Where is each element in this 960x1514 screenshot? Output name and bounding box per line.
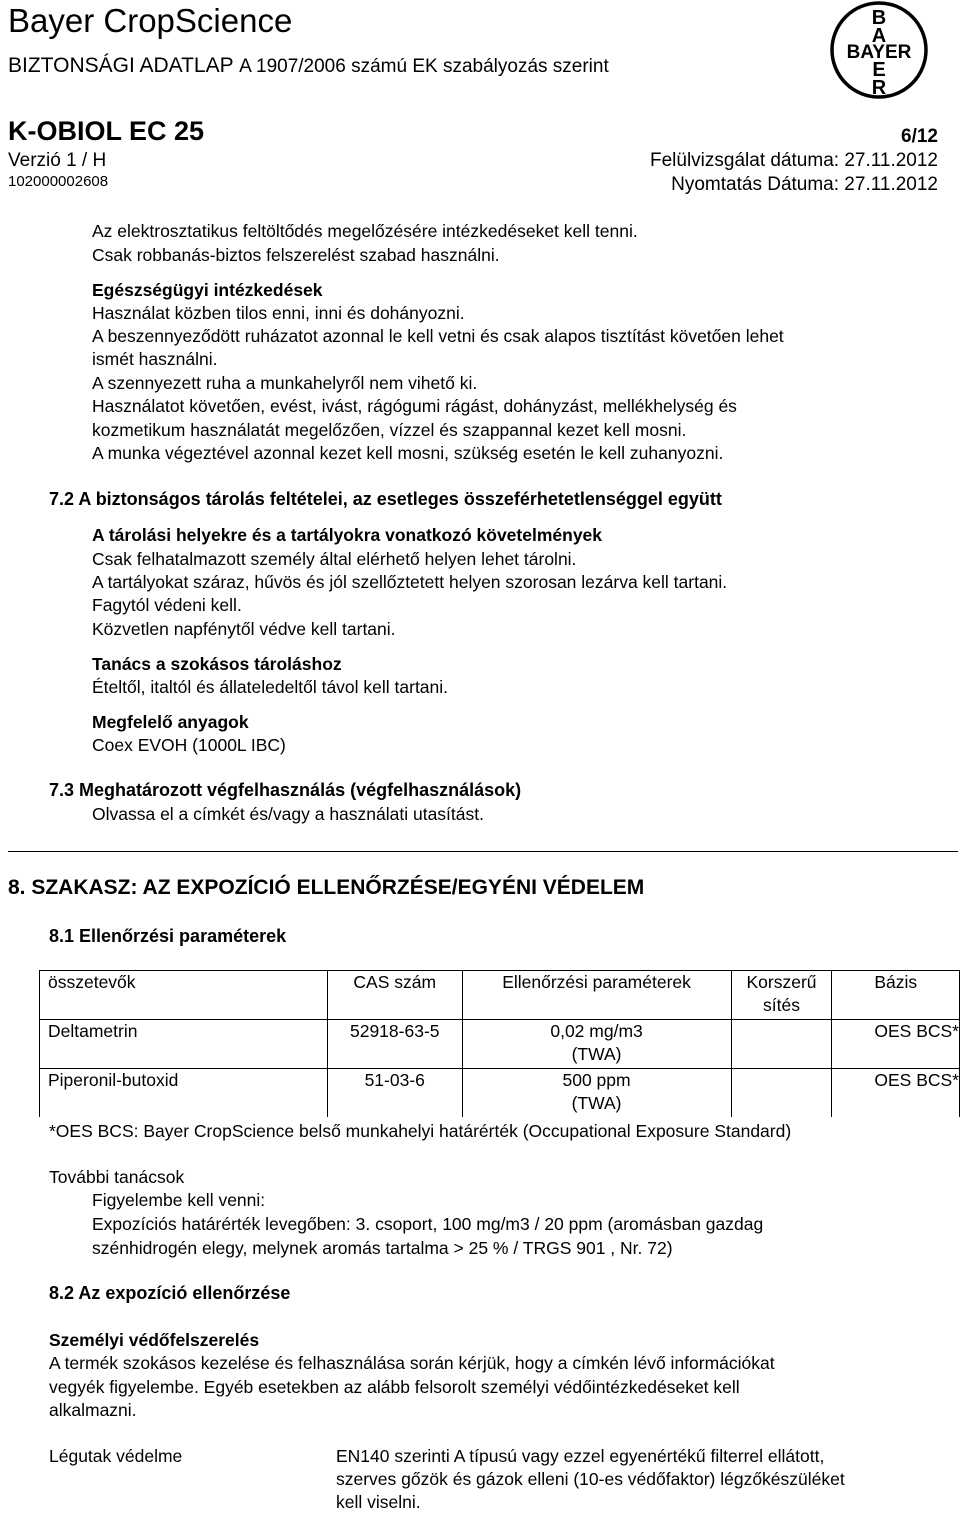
text-line: kozmetikum használatát megelőzően, vízzel és szappannal kezet kell mosni.	[92, 420, 687, 440]
header-cell: Ellenőrzési paraméterek	[462, 971, 731, 1020]
header-cell: összetevők	[40, 971, 328, 1020]
text-line: Az elektrosztatikus feltöltődés megelőzésére intézkedéseket kell tenni.	[92, 221, 638, 241]
table-header-row	[40, 971, 960, 1020]
table-row	[40, 1069, 960, 1118]
respiratory-label: Légutak védelme	[49, 1446, 183, 1466]
sds-title-line	[8, 54, 609, 78]
section-8-2-title: 8.2 Az expozíció ellenőrzése	[49, 1283, 291, 1303]
header-cell	[731, 971, 832, 1020]
version: Verzió 1 / H	[8, 150, 107, 171]
cell-param	[462, 1020, 731, 1069]
control-parameters-table	[39, 970, 960, 1117]
svg-text:E: E	[872, 59, 886, 81]
cell-basis: OES BCS*	[832, 1069, 960, 1118]
section-8-title: 8. SZAKASZ: AZ EXPOZÍCIÓ ELLENŐRZÉSE/EGYÉNI VÉDELEM	[8, 876, 645, 899]
text-line: EN140 szerinti A típusú vagy ezzel egyenértékű filterrel ellátott,	[336, 1446, 825, 1466]
param-type: (TWA)	[571, 1044, 622, 1064]
param-type: (TWA)	[571, 1093, 622, 1113]
text-line: Csak robbanás-biztos felszerelést szabad használni.	[92, 245, 500, 265]
logo-row-bayer: BAYER	[846, 42, 912, 63]
subheading-storage: A tárolási helyekre és a tartályokra vonatkozó követelmények	[92, 525, 603, 545]
section-divider	[8, 851, 958, 852]
text-line: alkalmazni.	[49, 1400, 137, 1420]
cell-update	[731, 1020, 832, 1069]
regulation: A 1907/2006 számú EK szabályozás szerint	[239, 56, 609, 77]
header-cell-line: sítés	[763, 995, 800, 1015]
text-line: A szennyezett ruha a munkahelyről nem vihető ki.	[92, 373, 478, 393]
text-line: Közvetlen napfénytől védve kell tartani.	[92, 619, 396, 639]
header-cell: Bázis	[832, 971, 960, 1020]
text-line: szerves gőzök és gázok elleni (10-es védőfaktor) légzőkészüléket	[336, 1469, 845, 1489]
text-line: Használatot követően, evést, ivást, rágógumi rágást, dohányzást, mellékhelység és	[92, 396, 737, 416]
company-name: Bayer CropScience	[8, 2, 293, 39]
text-line: Expozíciós határérték levegőben: 3. csoport, 100 mg/m3 / 20 ppm (aromásban gazdag	[92, 1214, 764, 1234]
section-8-1-title: 8.1 Ellenőrzési paraméterek	[49, 926, 287, 946]
revision-date: Felülvizsgálat dátuma: 27.11.2012	[650, 150, 938, 171]
cell-component: Deltametrin	[40, 1020, 328, 1069]
text-line: Figyelembe kell venni:	[92, 1190, 266, 1210]
svg-text:R: R	[871, 77, 887, 99]
product-name: K-OBIOL EC 25	[8, 116, 205, 146]
cell-cas: 52918-63-5	[327, 1020, 462, 1069]
text-line: Fagytól védeni kell.	[92, 595, 242, 615]
text-line: ismét használni.	[92, 349, 218, 369]
table-footnote: *OES BCS: Bayer CropScience belső munkahelyi határérték (Occupational Exposure Standard)	[49, 1121, 792, 1141]
text-line: A beszennyeződött ruházatot azonnal le kell vetni és csak alapos tisztítást követően lehet	[92, 326, 784, 346]
text-line: Használat közben tilos enni, inni és dohányozni.	[92, 303, 465, 323]
subheading-ppe: Személyi védőfelszerelés	[49, 1330, 260, 1350]
header-cell: CAS szám	[327, 971, 462, 1020]
cell-update	[731, 1069, 832, 1118]
sds-title: BIZTONSÁGI ADATLAP	[8, 54, 234, 77]
bayer-logo	[830, 0, 928, 100]
page-number: 6/12	[901, 126, 938, 147]
text-line: Coex EVOH (1000L IBC)	[92, 735, 286, 755]
text-line: kell viselni.	[336, 1492, 421, 1512]
subheading-advice: Tanács a szokásos tároláshoz	[92, 654, 342, 674]
cell-component: Piperonil-butoxid	[40, 1069, 328, 1118]
logo-letter-b: B	[871, 7, 887, 29]
text-line: A tartályokat száraz, hűvös és jól szellőztetett helyen szorosan lezárva kell tartani.	[92, 572, 728, 592]
text-line: A munka végeztével azonnal kezet kell mosni, szükség esetén le kell zuhanyozni.	[92, 443, 724, 463]
text-line: Olvassa el a címkét és/vagy a használati utasítást.	[92, 804, 484, 824]
text-line: Csak felhatalmazott személy által elérhető helyen lehet tárolni.	[92, 549, 577, 569]
section-7-2-title: 7.2 A biztonságos tárolás feltételei, az esetleges összeférhetetlenséggel együtt	[49, 489, 722, 509]
subheading-further-advice: További tanácsok	[49, 1167, 185, 1187]
text-line: A termék szokásos kezelése és felhasználása során kérjük, hogy a címkén lévő információkat	[49, 1353, 775, 1373]
param-value: 0,02 mg/m3	[550, 1021, 643, 1041]
text-line: Ételtől, italtól és állateledeltől távol kell tartani.	[92, 677, 449, 697]
print-date: Nyomtatás Dátuma: 27.11.2012	[671, 174, 938, 195]
cell-cas: 51-03-6	[327, 1069, 462, 1118]
svg-text:A: A	[871, 25, 887, 47]
param-value: 500 ppm	[562, 1070, 631, 1090]
text-line: vegyék figyelembe. Egyéb esetekben az alább felsorolt személyi védőintézkedéseket kell	[49, 1377, 740, 1397]
subheading-materials: Megfelelő anyagok	[92, 712, 249, 732]
subheading-hygiene: Egészségügyi intézkedések	[92, 280, 323, 300]
text-line: szénhidrogén elegy, melynek aromás tartalma > 25 % / TRGS 901 , Nr. 72)	[92, 1238, 673, 1258]
product-code: 102000002608	[8, 173, 109, 190]
cell-basis: OES BCS*	[832, 1020, 960, 1069]
table-row	[40, 1020, 960, 1069]
header-cell-line: Korszerű	[746, 972, 817, 992]
section-7-3-title: 7.3 Meghatározott végfelhasználás (végfelhasználások)	[49, 780, 522, 800]
cell-param	[462, 1069, 731, 1118]
